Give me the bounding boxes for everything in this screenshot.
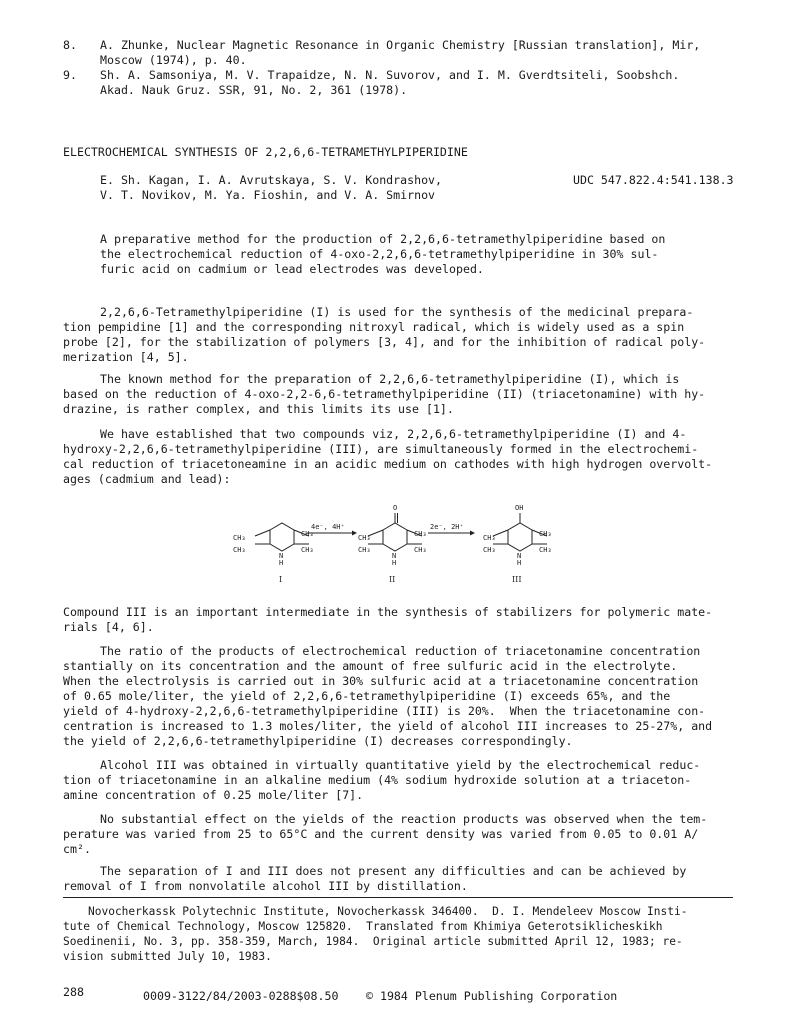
article-title: ELECTROCHEMICAL SYNTHESIS OF 2,2,6,6-TETRAMETHYLPIPERIDINE <box>63 145 468 159</box>
abstract-line: the electrochemical reduction of 4-oxo-2,2,6,6-tetramethylpiperidine in 30% sul- <box>100 247 659 261</box>
svg-text:CH₃: CH₃ <box>301 546 314 554</box>
body-line: centration is increased to 1.3 moles/liter, the yield of alcohol III increases to 25-27%, and <box>63 719 713 733</box>
body-line: of 0.65 mole/liter, the yield of 2,2,6,6-tetramethylpiperidine (I) exceeds 65%, and the <box>63 689 671 703</box>
reaction-scheme <box>225 500 570 600</box>
body-line: hydroxy-2,2,6,6-tetramethylpiperidine (III), are simultaneously formed in the electrochemi- <box>63 442 699 456</box>
svg-text:CH₃: CH₃ <box>358 534 371 542</box>
body-line: based on the reduction of 4-oxo-2,2-6,6-tetramethylpiperidine (II) (triacetonamine) with hy- <box>63 387 706 401</box>
reference-number: 9. <box>63 68 77 82</box>
svg-text:4e⁻, 4H⁺: 4e⁻, 4H⁺ <box>311 523 345 531</box>
svg-text:N: N <box>517 552 522 560</box>
body-line: perature was varied from 25 to 65°C and the current density was varied from 0.05 to 0.01 A/ <box>63 827 699 841</box>
author-line: V. T. Novikov, M. Ya. Fioshin, and V. A. Smirnov <box>100 188 436 202</box>
body-line: removal of I from nonvolatile alcohol III by distillation. <box>63 879 468 893</box>
svg-text:CH₃: CH₃ <box>539 530 552 538</box>
reference-line: Moscow (1974), p. 40. <box>100 53 247 67</box>
svg-text:OH: OH <box>515 504 524 512</box>
article-code: 0009-3122/84/2003-0288$08.50 <box>143 989 339 1003</box>
body-line: When the electrolysis is carried out in 30% sulfuric acid at a triacetonamine concentration <box>63 674 699 688</box>
svg-text:N: N <box>392 552 397 560</box>
footnote-divider <box>63 897 733 898</box>
svg-text:CH₃: CH₃ <box>414 546 427 554</box>
body-line: The known method for the preparation of 2,2,6,6-tetramethylpiperidine (I), which is <box>100 372 680 386</box>
reference-line: A. Zhunke, Nuclear Magnetic Resonance in Organic Chemistry [Russian translation], Mir, <box>100 38 701 52</box>
body-line: drazine, is rather complex, and this limits its use [1]. <box>63 402 454 416</box>
body-line: yield of 4-hydroxy-2,2,6,6-tetramethylpiperidine (III) is 20%. When the triacetonamine con- <box>63 704 706 718</box>
svg-text:CH₃: CH₃ <box>414 530 427 538</box>
svg-text:N: N <box>279 552 284 560</box>
body-line: stantially on its concentration and the amount of free sulfuric acid in the electrolyte. <box>63 659 678 673</box>
copyright: © 1984 Plenum Publishing Corporation <box>366 989 618 1003</box>
author-line: E. Sh. Kagan, I. A. Avrutskaya, S. V. Kondrashov, <box>100 173 443 187</box>
body-line: tion of triacetonamine in an alkaline medium (4% sodium hydroxide solution at a triaceton- <box>63 773 692 787</box>
reference-line: Akad. Nauk Gruz. SSR, 91, No. 2, 361 (1978). <box>100 83 408 97</box>
affiliation-line: Novocherkassk Polytechnic Institute, Novocherkassk 346400. D. I. Mendeleev Moscow Insti- <box>88 905 688 918</box>
body-line: tion pempidine [1] and the corresponding nitroxyl radical, which is widely used as a spin <box>63 320 685 334</box>
svg-text:2e⁻, 2H⁺: 2e⁻, 2H⁺ <box>430 523 464 531</box>
label-i: I <box>279 575 283 584</box>
svg-text:CH₃: CH₃ <box>233 546 246 554</box>
affiliation-line: tute of Chemical Technology, Moscow 125820. Translated from Khimiya Geterotsiklicheskikh <box>63 920 663 933</box>
udc-code: UDC 547.822.4:541.138.3 <box>573 173 734 187</box>
body-line: No substantial effect on the yields of the reaction products was observed when the tem- <box>100 812 708 826</box>
svg-text:O: O <box>393 504 398 512</box>
label-iii: III <box>512 575 522 584</box>
affiliation-line: vision submitted July 10, 1983. <box>63 950 272 963</box>
page-number: 288 <box>63 985 84 999</box>
reference-number: 8. <box>63 38 77 52</box>
body-line: 2,2,6,6-Tetramethylpiperidine (I) is used for the synthesis of the medicinal prepara- <box>100 305 694 319</box>
body-line: the yield of 2,2,6,6-tetramethylpiperidine (I) decreases correspondingly. <box>63 734 573 748</box>
body-line: cm². <box>63 842 91 856</box>
body-line: amine concentration of 0.25 mole/liter [7]. <box>63 788 364 802</box>
svg-text:CH₃: CH₃ <box>539 546 552 554</box>
body-line: merization [4, 5]. <box>63 350 189 364</box>
svg-text:H: H <box>517 559 522 567</box>
body-line: Alcohol III was obtained in virtually quantitative yield by the electrochemical reduc- <box>100 758 701 772</box>
body-line: cal reduction of triacetoneamine in an acidic medium on cathodes with high hydrogen overvolt- <box>63 457 713 471</box>
affiliation-line: Soedinenii, No. 3, pp. 358-359, March, 1984. Original article submitted April 12, 1983; re- <box>63 935 683 948</box>
body-line: The separation of I and III does not present any difficulties and can be achieved by <box>100 864 687 878</box>
svg-text:CH₃: CH₃ <box>301 530 314 538</box>
svg-text:H: H <box>392 559 397 567</box>
svg-text:CH₃: CH₃ <box>233 534 246 542</box>
label-ii: II <box>389 575 396 584</box>
svg-text:H: H <box>279 559 284 567</box>
body-line: probe [2], for the stabilization of polymers [3, 4], and for the inhibition of radical poly- <box>63 335 706 349</box>
body-line: The ratio of the products of electrochemical reduction of triacetonamine concentration <box>100 644 701 658</box>
body-line: Compound III is an important intermediate in the synthesis of stabilizers for polymeric mate- <box>63 605 713 619</box>
body-line: rials [4, 6]. <box>63 620 154 634</box>
svg-text:CH₃: CH₃ <box>483 534 496 542</box>
svg-text:CH₃: CH₃ <box>358 546 371 554</box>
body-line: We have established that two compounds viz, 2,2,6,6-tetramethylpiperidine (I) and 4- <box>100 427 687 441</box>
reference-line: Sh. A. Samsoniya, M. V. Trapaidze, N. N. Suvorov, and I. M. Gverdtsiteli, Soobshch. <box>100 68 680 82</box>
body-line: ages (cadmium and lead): <box>63 472 231 486</box>
abstract-line: furic acid on cadmium or lead electrodes was developed. <box>100 262 484 276</box>
svg-text:CH₃: CH₃ <box>483 546 496 554</box>
abstract-line: A preparative method for the production of 2,2,6,6-tetramethylpiperidine based on <box>100 232 666 246</box>
